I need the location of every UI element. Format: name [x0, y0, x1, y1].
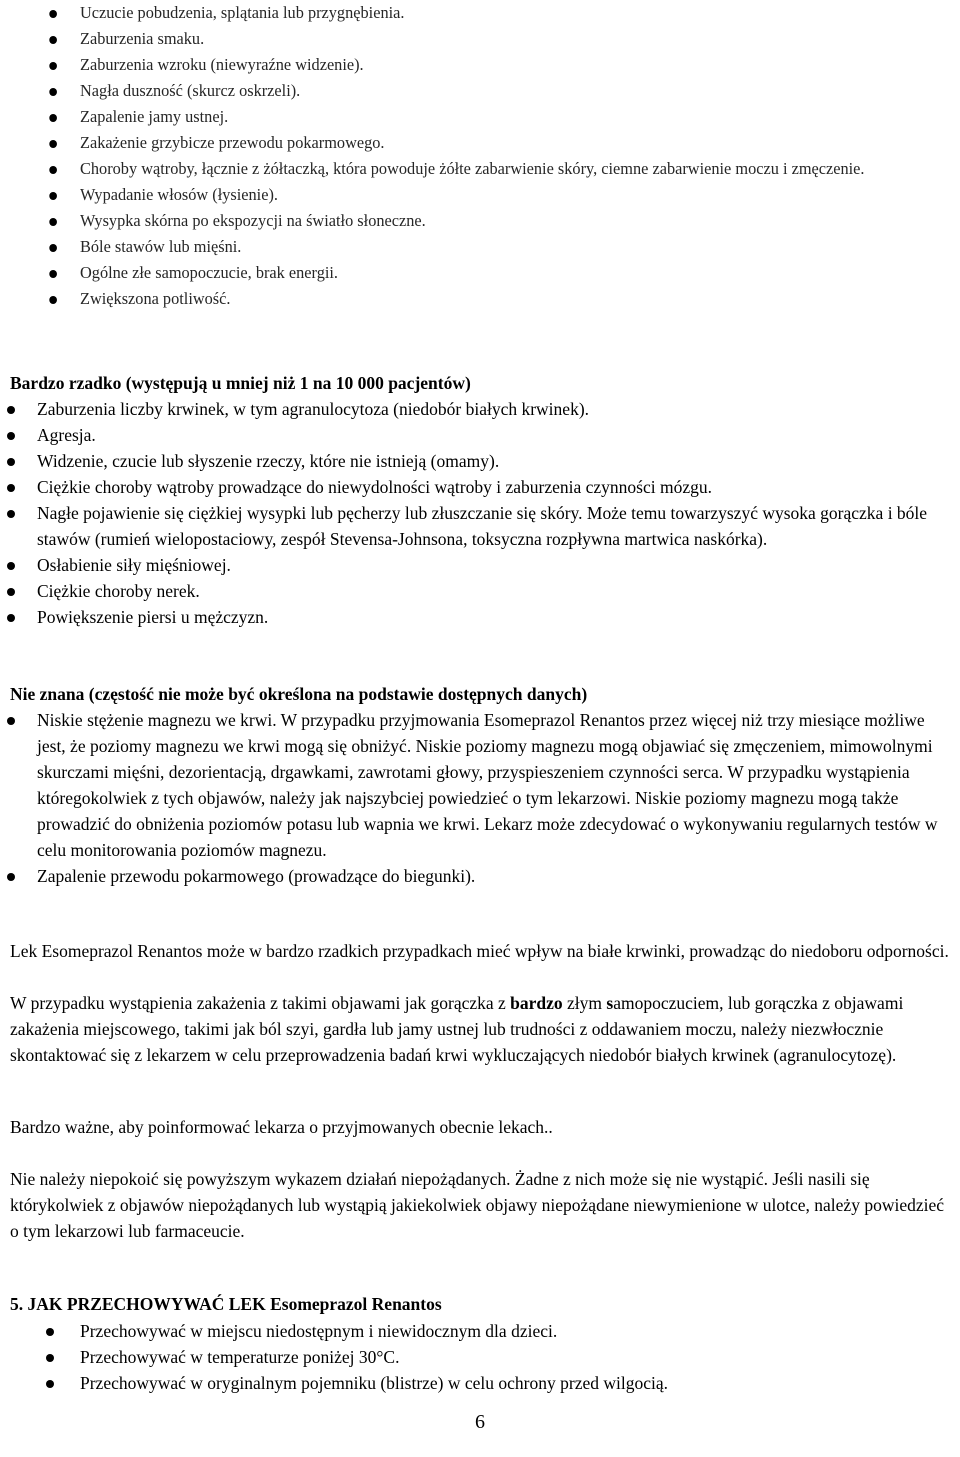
list-item: Zaburzenia wzroku (niewyraźne widzenie).	[80, 52, 915, 78]
list-item: Zapalenie przewodu pokarmowego (prowadzące do biegunki).	[37, 863, 955, 889]
list-item: Bóle stawów lub mięśni.	[80, 234, 915, 260]
list-item: Agresja.	[37, 422, 955, 448]
reassurance-paragraph: Nie należy niepokoić się powyższym wykazem działań niepożądanych. Żadne z nich może się nie wystąpić. Jeśli nasili się którykolwiek z objawów niepożądanych lub wystąpią jakiekolwiek objawy niepożądane niewymienione w ulotce, należy powiedzieć o tym lekarzowi lub farmaceucie.	[10, 1169, 944, 1241]
list-item: Osłabienie siły mięśniowej.	[37, 552, 955, 578]
unknown-frequency-heading: Nie znana (częstość nie może być określona na podstawie dostępnych danych)	[10, 684, 588, 704]
list-item: Przechowywać w temperaturze poniżej 30°C.	[80, 1344, 940, 1370]
list-item: Wypadanie włosów (łysienie).	[80, 182, 915, 208]
very-rare-heading: Bardzo rzadko (występują u mniej niż 1 na 10 000 pacjentów)	[10, 373, 471, 393]
list-item: Ogólne złe samopoczucie, brak energii.	[80, 260, 915, 286]
list-item: Zaburzenia liczby krwinek, w tym agranulocytoza (niedobór białych krwinek).	[37, 396, 955, 422]
section-5-title: 5. JAK PRZECHOWYWAĆ LEK Esomeprazol Renantos	[10, 1294, 442, 1314]
list-item: Ciężkie choroby wątroby prowadzące do niewydolności wątroby i zaburzenia czynności mózgu.	[37, 474, 955, 500]
list-item: Choroby wątroby, łącznie z żółtaczką, która powoduje żółte zabarwienie skóry, ciemne zabarwienie moczu i zmęczenie.	[80, 156, 915, 182]
unknown-frequency-list	[37, 707, 955, 889]
white-cells-paragraph: Lek Esomeprazol Renantos może w bardzo rzadkich przypadkach mieć wpływ na białe krwinki, prowadząc do niedoboru odporności.	[10, 941, 949, 961]
list-item: Nagłe pojawienie się ciężkiej wysypki lub pęcherzy lub złuszczanie się skóry. Może temu towarzyszyć wysoka gorączka i bóle stawów (rumień wielopostaciowy, zespół Stevensa-Johnsona, toksyczna rozpływna martwica naskórka).	[37, 500, 955, 552]
storage-list	[80, 1318, 940, 1396]
list-item: Widzenie, czucie lub słyszenie rzeczy, które nie istnieją (omamy).	[37, 448, 955, 474]
list-item: Zwiększona potliwość.	[80, 286, 915, 312]
list-item: Uczucie pobudzenia, splątania lub przygnębienia.	[80, 0, 915, 26]
side-effects-list-earlier	[80, 0, 915, 312]
list-item: Niskie stężenie magnezu we krwi. W przypadku przyjmowania Esomeprazol Renantos przez więcej niż trzy miesiące możliwe jest, że poziomy magnezu we krwi mogą się obniżyć. Niskie poziomy magnezu mogą objawiać się zmęczeniem, mimowolnymi skurczami mięśni, dezorientacją, drgawkami, zawrotami głowy, przyspieszeniem czynności serca. W przypadku wystąpienia któregokolwiek z tych objawów, należy jak najszybciej powiedzieć o tym lekarzowi. Niskie poziomy magnezu mogą także prowadzić do obniżenia poziomów potasu lub wapnia we krwi. Lekarz może zdecydować o wykonywaniu regularnych testów w celu monitorowania poziomów magnezu.	[37, 707, 955, 863]
list-item: Zapalenie jamy ustnej.	[80, 104, 915, 130]
page-number: 6	[475, 1411, 485, 1433]
list-item: Przechowywać w oryginalnym pojemniku (blistrze) w celu ochrony przed wilgocią.	[80, 1370, 940, 1396]
list-item: Powiększenie piersi u mężczyzn.	[37, 604, 955, 630]
inform-doctor-paragraph: Bardzo ważne, aby poinformować lekarza o przyjmowanych obecnie lekach..	[10, 1117, 553, 1137]
list-item: Zakażenie grzybicze przewodu pokarmowego.	[80, 130, 915, 156]
list-item: Zaburzenia smaku.	[80, 26, 915, 52]
list-item: Nagła duszność (skurcz oskrzeli).	[80, 78, 915, 104]
very-rare-list	[37, 396, 955, 630]
list-item: Przechowywać w miejscu niedostępnym i niewidocznym dla dzieci.	[80, 1318, 940, 1344]
list-item: Ciężkie choroby nerek.	[37, 578, 955, 604]
infection-warning-paragraph: W przypadku wystąpienia zakażenia z takimi objawami jak gorączka z bardzo złym samopoczuciem, lub gorączka z objawami zakażenia miejscowego, takimi jak ból szyi, gardła lub jamy ustnej lub trudności z oddawaniem moczu, należy niezwłocznie skontaktować się z lekarzem w celu przeprowadzenia badań krwi wykluczających niedobór białych krwinek (agranulocytozę).	[10, 993, 904, 1065]
list-item: Wysypka skórna po ekspozycji na światło słoneczne.	[80, 208, 915, 234]
